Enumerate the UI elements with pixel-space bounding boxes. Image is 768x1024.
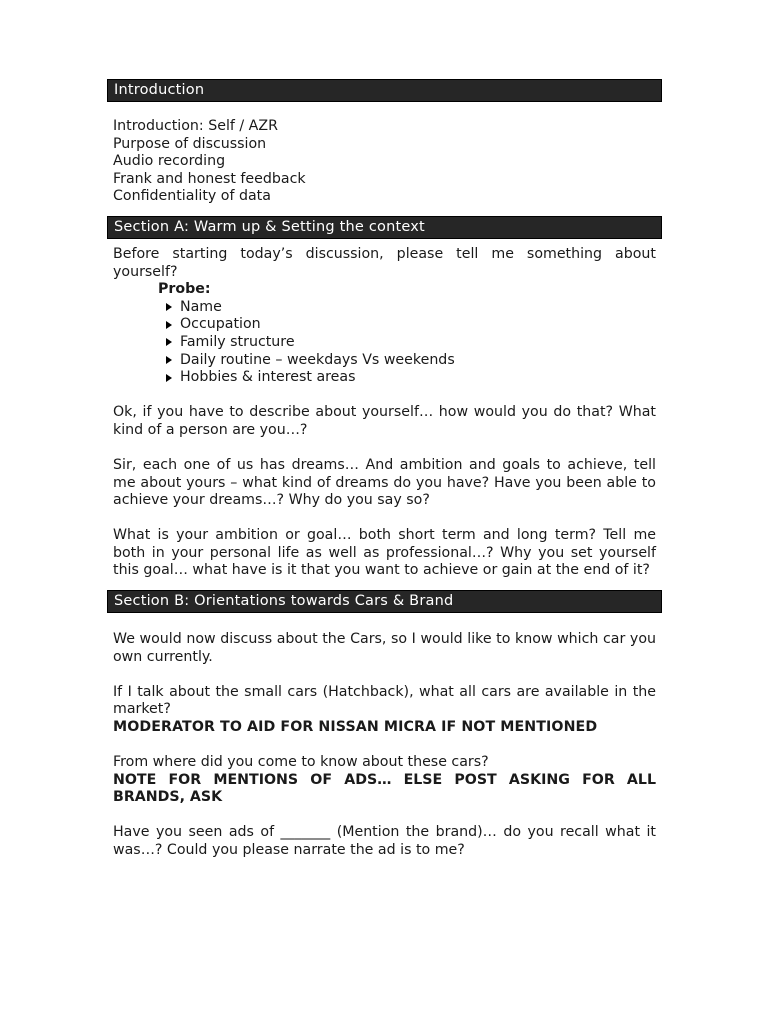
probe-list — [113, 299, 656, 387]
triangle-bullet-icon — [166, 338, 172, 346]
ads-note: NOTE FOR MENTIONS OF ADS… ELSE POST ASKING FOR ALL BRANDS, ASK — [113, 771, 656, 806]
probe-item: Daily routine – weekdays Vs weekends — [164, 352, 656, 370]
intro-item: Frank and honest feedback — [113, 170, 306, 187]
section-a-body — [107, 246, 662, 580]
section-b-question-2: If I talk about the small cars (Hatchback), what all cars are available in the market? — [113, 683, 656, 718]
section-b-question-4: Have you seen ads of _______ (Mention the brand)… do you recall what it was…? Could you please narrate the ad is to me? — [113, 824, 656, 858]
probe-item: Name — [164, 299, 656, 317]
probe-item: Family structure — [164, 334, 656, 352]
section-b-header: Section B: Orientations towards Cars & Brand — [107, 590, 662, 613]
intro-item: Confidentiality of data — [113, 188, 271, 205]
triangle-bullet-icon — [166, 321, 172, 329]
section-a-question-2: Ok, if you have to describe about yourself… how would you do that? What kind of a person are you…? — [113, 404, 656, 438]
triangle-bullet-icon — [166, 303, 172, 311]
introduction-list — [107, 118, 662, 206]
intro-item: Purpose of discussion — [113, 135, 267, 152]
probe-item: Occupation — [164, 316, 656, 334]
intro-item: Introduction: Self / AZR — [113, 118, 278, 134]
section-b-question-1: We would now discuss about the Cars, so I would like to know which car you own currently. — [113, 630, 656, 665]
discussion-guide — [107, 79, 662, 859]
section-b-question-3: From where did you come to know about these cars? — [113, 753, 489, 770]
probe-label: Probe: — [158, 281, 211, 298]
introduction-header: Introduction — [107, 79, 662, 102]
moderator-note: MODERATOR TO AID FOR NISSAN MICRA IF NOT MENTIONED — [113, 718, 598, 735]
section-a-question-4: What is your ambition or goal… both short term and long term? Tell me both in your personal life as well as professional…? Why you set yourself this goal… what have is it that you want to achieve or gain at the end of it? — [113, 527, 656, 579]
triangle-bullet-icon — [166, 356, 172, 364]
section-a-header: Section A: Warm up & Setting the context — [107, 216, 662, 239]
section-a-question-1: Before starting today’s discussion, please tell me something about yourself? — [113, 245, 656, 280]
probe-item: Hobbies & interest areas — [164, 369, 656, 387]
section-a-question-3: Sir, each one of us has dreams… And ambition and goals to achieve, tell me about yours – what kind of dreams do you have? Have you been able to achieve your dreams…? Why do you say so? — [113, 456, 656, 509]
triangle-bullet-icon — [166, 374, 172, 382]
section-b-body — [107, 631, 662, 859]
intro-item: Audio recording — [113, 153, 226, 170]
